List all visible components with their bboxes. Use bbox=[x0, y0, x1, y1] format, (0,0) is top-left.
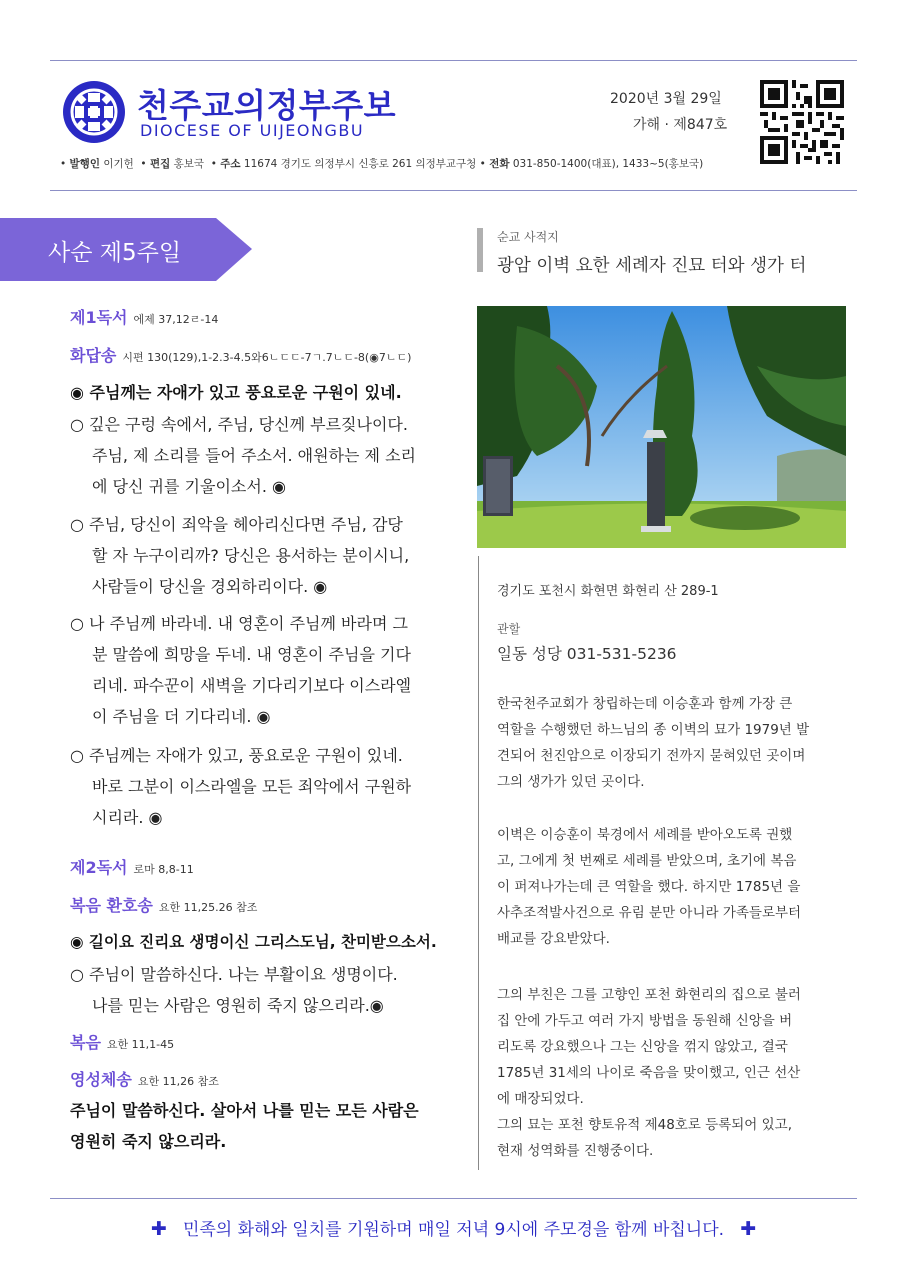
publisher-label: 발행인 bbox=[69, 158, 100, 170]
footer-top-rule bbox=[50, 1198, 857, 1199]
communion-ref: 요한 11,26 참조 bbox=[137, 1075, 219, 1088]
psalm-response: ◉ 주님께는 자애가 있고 풍요로운 구원이 있네. bbox=[70, 383, 402, 402]
gospel-acclamation bbox=[70, 893, 257, 916]
editor: 홍보국 bbox=[173, 158, 205, 170]
phone-label: 전화 bbox=[489, 158, 510, 170]
section-accent-bar bbox=[477, 228, 483, 272]
acclamation-ref: 요한 11,25.26 참조 bbox=[158, 901, 258, 914]
psalm-verse-2 bbox=[70, 509, 460, 602]
communion-text bbox=[70, 1095, 419, 1157]
psalm bbox=[70, 343, 411, 366]
verse-line: 에 당신 귀를 기울이소서. ◉ bbox=[92, 477, 286, 496]
gospel-label: 복음 bbox=[70, 1033, 101, 1052]
paragraph-line: 에 매장되었다. bbox=[497, 1091, 584, 1107]
verse-line: 사람들이 당신을 경외하리이다. ◉ bbox=[92, 577, 328, 596]
phone: 031-850-1400(대표), 1433~5(홍보국) bbox=[512, 158, 704, 170]
verse-line: 할 자 누구이리까? 당신은 용서하는 분이시니, bbox=[92, 546, 410, 565]
section-title: 광암 이벽 요한 세례자 진묘 터와 생가 터 bbox=[497, 256, 807, 276]
acclamation-response: ◉ 길이요 진리요 생명이신 그리스도님, 찬미받으소서. bbox=[70, 933, 437, 951]
sunday-title: 사순 제5주일 bbox=[48, 240, 182, 266]
verse-line: ○ 주님께는 자애가 있고, 풍요로운 구원이 있네. bbox=[70, 746, 403, 765]
psalm-label: 화답송 bbox=[70, 346, 117, 365]
jurisdiction-value: 일동 성당 031-531-5236 bbox=[497, 645, 677, 663]
shrine-photo bbox=[477, 306, 846, 548]
verse-line: 시리라. ◉ bbox=[92, 808, 163, 827]
gospel bbox=[70, 1030, 174, 1053]
footer-prayer bbox=[0, 1215, 907, 1240]
editor-label: 편집 bbox=[149, 158, 171, 170]
acclamation-verse bbox=[70, 959, 460, 1021]
paragraph-line: 사추조적발사건으로 유림 분만 아니라 가족들로부터 bbox=[497, 905, 802, 921]
communion-line: 영원히 죽지 않으리라. bbox=[70, 1132, 227, 1151]
paragraph-line: 집 안에 가두고 여러 가지 방법을 동원해 신앙을 버 bbox=[497, 1013, 793, 1029]
psalm-verse-4 bbox=[70, 740, 460, 833]
verse-line: ○ 주님이 말씀하신다. 나는 부활이요 생명이다. bbox=[70, 965, 398, 984]
psalm-verse-1 bbox=[70, 409, 460, 502]
cross-icon: ✚ bbox=[150, 1218, 167, 1240]
paragraph-line: 고, 그에게 첫 번째로 세례를 받았으며, 초기에 복음 bbox=[497, 853, 797, 869]
first-reading-label: 제1독서 bbox=[70, 308, 128, 327]
verse-line: 나를 믿는 사람은 영원히 죽지 않으리라.◉ bbox=[92, 996, 384, 1015]
verse-line: 주님, 제 소리를 들어 주소서. 애원하는 제 소리 bbox=[92, 446, 416, 465]
diocese-logo bbox=[62, 80, 126, 144]
address-label: 주소 bbox=[220, 158, 241, 170]
column-rule bbox=[478, 556, 479, 1170]
paragraph-line: 배교를 강요받았다. bbox=[497, 931, 610, 947]
publication-title: 천주교의정부주보 bbox=[137, 86, 397, 125]
paragraph-line: 리도록 강요했으나 그는 신앙을 꺾지 않았고, 결국 bbox=[497, 1039, 788, 1055]
paragraph-line: 역할을 수행했던 하느님의 종 이벽의 묘가 1979년 발 bbox=[497, 722, 810, 738]
publication-subtitle: DIOCESE OF UIJEONGBU bbox=[140, 121, 365, 140]
issue-date: 2020년 3월 29일 bbox=[610, 91, 722, 107]
paragraph-line: 한국천주교회가 창립하는데 이승훈과 함께 가장 큰 bbox=[497, 696, 793, 712]
shrine-paragraph-3 bbox=[497, 982, 847, 1164]
jurisdiction-label: 관할 bbox=[497, 622, 521, 636]
publisher: 이기헌 bbox=[103, 158, 134, 170]
psalm-ref: 시편 130(129),1-2.3-4.5와6ㄴㄷㄷ-7ㄱ.7ㄴㄷ-8(◉7ㄴㄷ) bbox=[122, 351, 412, 364]
paragraph-line: 견되어 천진암으로 이장되기 전까지 묻혀있던 곳이며 bbox=[497, 748, 806, 764]
psalm-verse-3 bbox=[70, 608, 460, 732]
verse-line: ○ 나 주님께 바라네. 내 영혼이 주님께 바라며 그 bbox=[70, 614, 408, 633]
paragraph-line: 이 퍼져나가는데 큰 역할을 했다. 하지만 1785년 을 bbox=[497, 879, 801, 895]
second-reading-ref: 로마 8,8-11 bbox=[133, 863, 194, 876]
verse-line: 바로 그분이 이스라엘을 모든 죄악에서 구원하 bbox=[92, 777, 412, 796]
footer-text: 민족의 화해와 일치를 기원하며 매일 저녁 9시에 주모경을 함께 바칩니다. bbox=[182, 1220, 725, 1240]
verse-line: ○ 주님, 당신이 죄악을 헤아리신다면 주님, 감당 bbox=[70, 515, 403, 534]
acclamation-label: 복음 환호송 bbox=[70, 896, 153, 915]
verse-line: 분 말씀에 희망을 두네. 내 영혼이 주님을 기다 bbox=[92, 645, 411, 664]
header-bottom-rule bbox=[50, 190, 857, 191]
communion-antiphon bbox=[70, 1067, 219, 1090]
paragraph-line: 그의 묘는 포천 향토유적 제48호로 등록되어 있고, bbox=[497, 1117, 792, 1133]
shrine-paragraph-1 bbox=[497, 691, 847, 795]
cross-icon: ✚ bbox=[740, 1218, 757, 1240]
shrine-paragraph-2 bbox=[497, 822, 847, 952]
top-rule bbox=[50, 60, 857, 61]
qr-code[interactable] bbox=[760, 80, 844, 164]
paragraph-line: 그의 부친은 그를 고향인 포천 화현리의 집으로 불러 bbox=[497, 987, 801, 1003]
paragraph-line: 이벽은 이승훈이 북경에서 세례를 받아오도록 권했 bbox=[497, 827, 793, 843]
verse-line: ○ 깊은 구렁 속에서, 주님, 당신께 부르짖나이다. bbox=[70, 415, 408, 434]
address: 11674 경기도 의정부시 신흥로 261 의정부교구청 bbox=[243, 158, 477, 170]
paragraph-line: 1785년 31세의 나이로 죽음을 맞이했고, 인근 선산 bbox=[497, 1065, 801, 1081]
verse-line: 리네. 파수꾼이 새벽을 기다리기보다 이스라엘 bbox=[92, 676, 412, 695]
shrine-address: 경기도 포천시 화현면 화현리 산 289-1 bbox=[497, 584, 719, 599]
verse-line: 이 주님을 더 기다리네. ◉ bbox=[92, 707, 271, 726]
first-reading-ref: 에제 37,12ㄹ-14 bbox=[133, 313, 219, 326]
paragraph-line: 그의 생가가 있던 곳이다. bbox=[497, 774, 645, 790]
issue-number: 가해 · 제847호 bbox=[633, 117, 728, 133]
communion-line: 주님이 말씀하신다. 살아서 나를 믿는 모든 사람은 bbox=[70, 1101, 419, 1120]
second-reading-label: 제2독서 bbox=[70, 858, 128, 877]
section-tag: 순교 사적지 bbox=[497, 230, 559, 244]
paragraph-line: 현재 성역화를 진행중이다. bbox=[497, 1143, 654, 1159]
first-reading bbox=[70, 305, 218, 328]
second-reading bbox=[70, 855, 194, 878]
communion-label: 영성체송 bbox=[70, 1070, 132, 1089]
masthead-line: • 발행인 이기헌 • 편집 홍보국 • 주소 11674 경기도 의정부시 신흥로 261 의정부교구청 • 전화 031-850-1400(대표), 1433~5(홍보국) bbox=[60, 158, 704, 170]
gospel-ref: 요한 11,1-45 bbox=[106, 1038, 175, 1051]
